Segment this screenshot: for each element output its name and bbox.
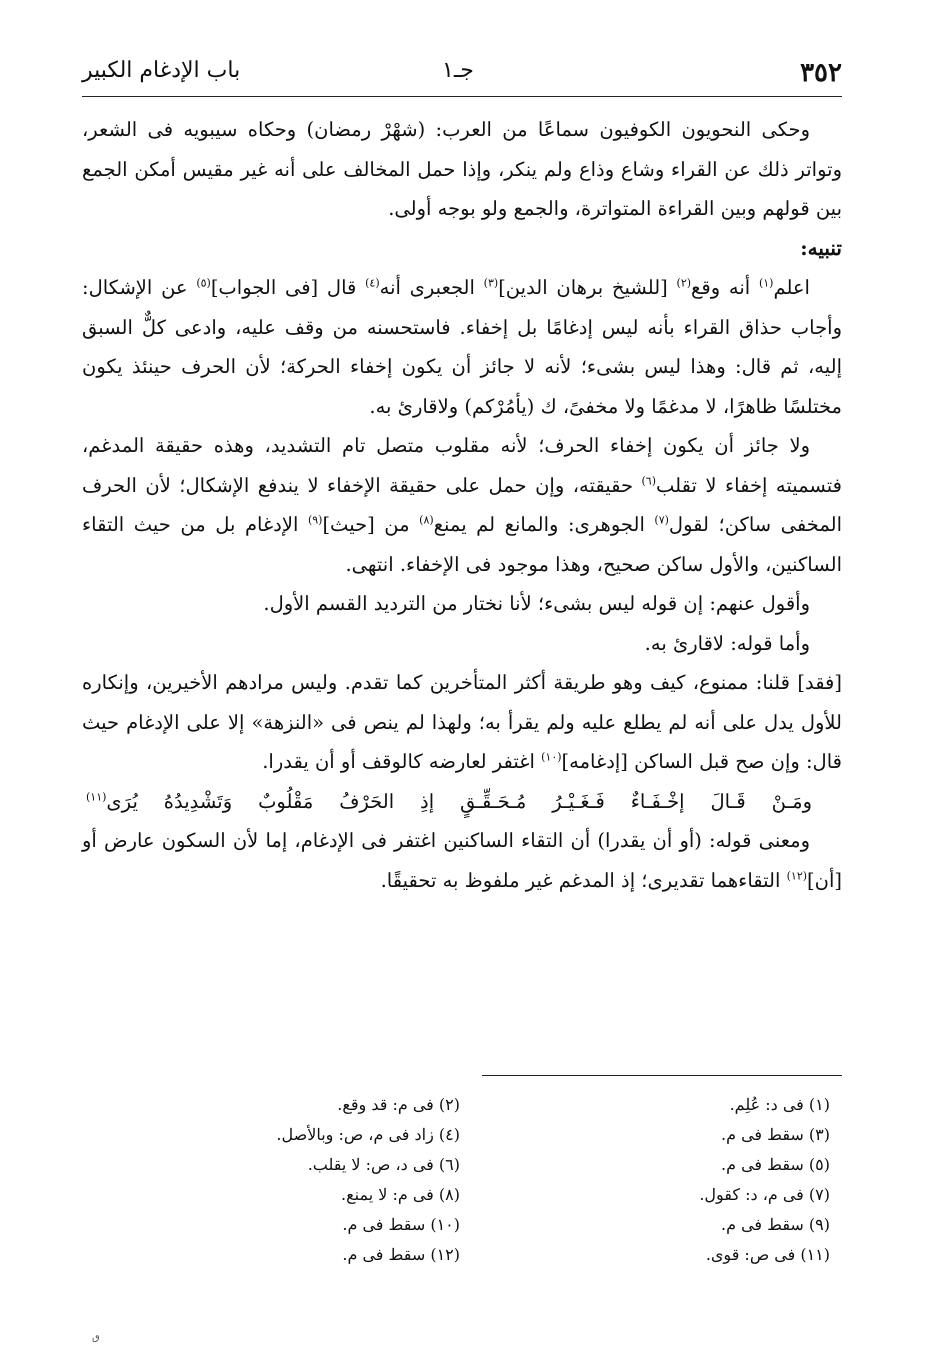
footnote-ref: (١١) (86, 790, 107, 803)
footnote-item: (٨) فى م: لا يمنع. (341, 1185, 460, 1204)
paragraph-4: وأقول عنهم: إن قوله ليس بشىء؛ لأنا نختار من الترديد القسم الأول. (263, 592, 810, 615)
text-run: أنه وقع (691, 276, 759, 299)
paragraph-6 (82, 663, 842, 782)
text-run: ولا جائز أن يكون إخفاء الحرف؛ لأنه مقلوب متصل تام التشديد، وهذه حقيقة المدغم، فتسميته إخفاء لا تقلب (82, 434, 843, 497)
footnote-item: (١٢) سقط فى م. (342, 1245, 460, 1264)
paragraph-5: وأما قوله: لاقارئ به. (644, 631, 810, 655)
text-run: الجوهرى: والمانع لم يمنع (433, 513, 655, 536)
footnote-ref: (١٢) (786, 869, 808, 882)
text-run: قال [فى الجواب] (210, 276, 366, 299)
text-run: اعلم (773, 276, 810, 299)
text-run: اغتفر لعارضه كالوقف أو أن يقدرا. (262, 750, 542, 773)
footnote-separator (482, 1075, 842, 1076)
footnotes-right-column (530, 1090, 830, 1270)
footnote-ref: (٣) (483, 276, 499, 290)
text-run: حقيقته، وإن حمل على حقيقة الإخفاء لا يندفع الإشكال؛ لأن الحرف المخفى ساكن؛ لقول (82, 473, 842, 536)
note-heading: تنبيه: (800, 235, 842, 260)
verse-text: ومَـنْ قَـالَ إخْـفَـاءٌ فَـغَـيْـرُ مُـحَـقِّـقٍ إذِ الحَرْفُ مَقْلُوبٌ وَتَشْدِيدُهُ يُرَى (106, 789, 812, 813)
stray-mark: ٯ (92, 1332, 100, 1343)
footnote-item: (٥) سقط فى م. (720, 1155, 830, 1174)
paragraph-3 (82, 426, 842, 584)
main-text (82, 110, 842, 900)
text-run: [للشيخ برهان الدين] (498, 276, 677, 299)
footnote-item: (٣) سقط فى م. (720, 1125, 830, 1144)
footnote-item: (٦) فى د، ص: لا يقلب. (307, 1155, 460, 1174)
footnote-item: (٤) زاد فى م، ص: وبالأصل. (276, 1125, 460, 1144)
text-run: من [حيث] (322, 513, 420, 536)
footnote-ref: (٩) (307, 513, 323, 527)
footnote-ref: (٥) (196, 276, 211, 290)
text-run: ومعنى قوله: (أو أن يقدرا) أن التقاء الساكنين اغتفر فى الإدغام، إما لأن السكون عارض أو [أن] (82, 829, 842, 892)
page-number: ٣٥٢ (800, 58, 842, 88)
text-run: الجعبرى أنه (379, 276, 484, 299)
paragraph-7 (82, 821, 842, 900)
paragraph-1: وحكى النحويون الكوفيون سماعًا من العرب: (شهْرْ رمضان) وحكاه سيبويه فى الشعر، وتواتر ذلك عن القراء وشاع وذاع ولم ينكر، وإذا حمل المخالف على أنه غير مقيس أمكن الجمع بين قولهم وبين القراءة المتواترة، والجمع ولو بوجه أولى. (82, 118, 842, 220)
footnote-item: (١٠) سقط فى م. (342, 1215, 460, 1234)
footnote-item: (١١) فى ص: قوى. (705, 1245, 830, 1264)
volume-label: جـ١ (442, 58, 474, 83)
footnote-ref: (١) (758, 276, 774, 290)
footnote-ref: (٦) (641, 474, 657, 487)
footnote-item: (٧) فى م، د: كقول. (699, 1185, 830, 1204)
text-run: [فقد] قلنا: ممنوع، كيف وهو طريقة أكثر المتأخرين كما تقدم. وليس مرادهم الأخيرين، وإنكاره للأول يدل على أنه لم يطلع عليه ولم يقرأ به؛ ولهذا لم ينص فى «النزهة» إلا على الإدغام حيث قال: وإن صح قبل الساكن [إدغامه] (82, 671, 842, 773)
footnote-ref: (٧) (654, 513, 669, 527)
footnote-ref: (٨) (419, 513, 434, 527)
footnote-ref: (٤) (365, 276, 380, 290)
text-run: الإدغام بل من حيث التقاء الساكنين، والأول ساكن صحيح، وهذا موجود فى الإخفاء. انتهى. (82, 513, 842, 576)
text-run: عن الإشكال: وأجاب حذاق القراء بأنه ليس إدغامًا بل إخفاء. فاستحسنه من وقف عليه، وادعى كلٌّ السبق إليه، ثم قال: وهذا ليس بشىء؛ لأنه لا جائز أن يكون إخفاء الحركة؛ لأن الحرف حينئذ يكون مختلسًا ظاهرًا، لا مدغمًا ولا مخفىً، ك (يأمُرْكم) ولاقارئ به. (82, 276, 842, 418)
text-run: التقاءهما تقديرى؛ إذ المدغم غير ملفوظ به تحقيقًا. (380, 868, 787, 892)
footnote-ref: (١٠) (541, 750, 562, 764)
running-header (82, 52, 842, 97)
section-heading (82, 229, 842, 269)
footnote-ref: (٢) (676, 276, 692, 290)
poetry-verse (82, 782, 842, 822)
paragraph-2 (82, 268, 842, 426)
footnote-item: (٩) سقط فى م. (720, 1215, 830, 1234)
footnote-item: (٢) فى م: قد وقع. (337, 1095, 460, 1114)
footnotes-left-column (160, 1090, 460, 1270)
chapter-title: باب الإدغام الكبير (82, 58, 241, 83)
footnote-item: (١) فى د: عُلِم. (729, 1095, 830, 1114)
